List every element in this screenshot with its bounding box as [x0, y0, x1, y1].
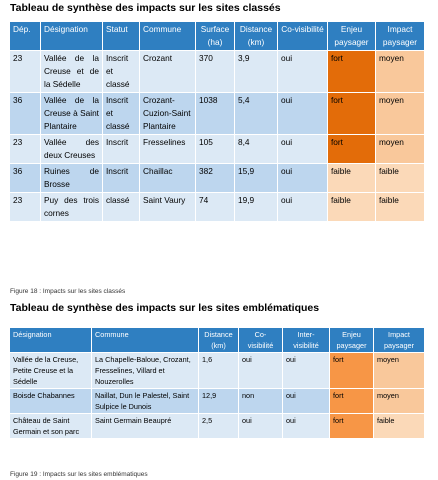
cell-distance: 15,9 [235, 164, 278, 193]
cell-enjeu: fort [330, 389, 374, 414]
sites-classes-table [9, 21, 425, 222]
header-statut: Statut [103, 22, 140, 51]
cell-dep: 36 [10, 93, 41, 135]
cell-designation: Vallée de la Creuse à Saint Plantaire [41, 93, 103, 135]
cell-enjeu: fort [330, 353, 374, 389]
cell-impact: moyen [376, 51, 425, 93]
cell-impact: moyen [374, 389, 425, 414]
cell-designation: Vallée des deux Creuses [41, 135, 103, 164]
table-row [10, 353, 425, 389]
cell-impact: moyen [376, 93, 425, 135]
cell-statut: Inscrit [103, 164, 140, 193]
table-row [10, 164, 425, 193]
cell-designation: Ruines de Brosse [41, 164, 103, 193]
cell-dep: 36 [10, 164, 41, 193]
cell-covisibilite: oui [278, 93, 328, 135]
cell-enjeu: faible [328, 164, 376, 193]
cell-distance: 5,4 [235, 93, 278, 135]
header-enjeu: Enjeu paysager [330, 328, 374, 353]
table-header-row [10, 22, 425, 51]
header-impact: Impact paysager [376, 22, 425, 51]
cell-dep: 23 [10, 51, 41, 93]
cell-designation: Boisde Chabannes [10, 389, 92, 414]
table-row [10, 93, 425, 135]
cell-enjeu: fort [328, 135, 376, 164]
header-enjeu: Enjeu paysager [328, 22, 376, 51]
cell-commune: Crozant-Cuzion-Saint Plantaire [140, 93, 196, 135]
cell-impact: faible [374, 414, 425, 439]
cell-surface: 74 [196, 193, 235, 222]
cell-commune: Saint Germain Beaupré [92, 414, 199, 439]
cell-commune: Chaillac [140, 164, 196, 193]
cell-designation: Puy des trois cornes [41, 193, 103, 222]
header-commune: Commune [140, 22, 196, 51]
cell-surface: 370 [196, 51, 235, 93]
cell-covisibilite: oui [239, 414, 283, 439]
cell-distance: 12,9 [199, 389, 239, 414]
cell-statut: Inscrit et classé [103, 93, 140, 135]
cell-enjeu: fort [328, 51, 376, 93]
header-impact: Impact paysager [374, 328, 425, 353]
cell-designation: Vallée de la Creuse et de la Sédelle [41, 51, 103, 93]
header-surface: Surface (ha) [196, 22, 235, 51]
cell-intervisibilite: oui [283, 414, 330, 439]
cell-distance: 1,6 [199, 353, 239, 389]
cell-distance: 8,4 [235, 135, 278, 164]
cell-distance: 2,5 [199, 414, 239, 439]
cell-impact: faible [376, 193, 425, 222]
table-header-row [10, 328, 425, 353]
cell-dep: 23 [10, 135, 41, 164]
table-row [10, 193, 425, 222]
cell-impact: moyen [374, 353, 425, 389]
table1-title: Tableau de synthèse des impacts sur les sites classés [10, 2, 281, 14]
header-designation: Désignation [41, 22, 103, 51]
cell-surface: 105 [196, 135, 235, 164]
cell-statut: Inscrit et classé [103, 51, 140, 93]
cell-commune: Saint Vaury [140, 193, 196, 222]
cell-commune: Naillat, Dun le Palestel, Saint Sulpice le Dunois [92, 389, 199, 414]
header-covisibilite: Co-visibilité [278, 22, 328, 51]
cell-designation: Château de Saint Germain et son parc [10, 414, 92, 439]
cell-covisibilite: non [239, 389, 283, 414]
cell-statut: classé [103, 193, 140, 222]
cell-commune: Fresselines [140, 135, 196, 164]
table2-title: Tableau de synthèse des impacts sur les sites emblématiques [10, 302, 320, 314]
cell-covisibilite: oui [278, 135, 328, 164]
table-row [10, 414, 425, 439]
cell-intervisibilite: oui [283, 389, 330, 414]
header-commune: Commune [92, 328, 199, 353]
cell-enjeu: fort [330, 414, 374, 439]
cell-impact: moyen [376, 135, 425, 164]
table-row [10, 135, 425, 164]
cell-designation: Vallée de la Creuse, Petite Creuse et la Sédelle [10, 353, 92, 389]
cell-commune: Crozant [140, 51, 196, 93]
cell-covisibilite: oui [278, 51, 328, 93]
cell-commune: La Chapelle-Baloue, Crozant, Fresselines, Villard et Nouzerolles [92, 353, 199, 389]
header-dep: Dép. [10, 22, 41, 51]
figure-19-caption: Figure 19 : Impacts sur les sites emblématiques [10, 471, 148, 478]
cell-covisibilite: oui [239, 353, 283, 389]
header-distance: Distance (km) [199, 328, 239, 353]
table-row [10, 389, 425, 414]
header-intervisibilite: Inter-visibilité [283, 328, 330, 353]
cell-intervisibilite: oui [283, 353, 330, 389]
cell-surface: 1038 [196, 93, 235, 135]
figure-18-caption: Figure 18 : Impacts sur les sites classés [10, 288, 126, 295]
cell-distance: 19,9 [235, 193, 278, 222]
cell-covisibilite: oui [278, 193, 328, 222]
cell-distance: 3,9 [235, 51, 278, 93]
header-distance: Distance (km) [235, 22, 278, 51]
table-row [10, 51, 425, 93]
cell-covisibilite: oui [278, 164, 328, 193]
cell-statut: Inscrit [103, 135, 140, 164]
cell-dep: 23 [10, 193, 41, 222]
cell-enjeu: fort [328, 93, 376, 135]
header-designation: Désignation [10, 328, 92, 353]
cell-impact: faible [376, 164, 425, 193]
cell-surface: 382 [196, 164, 235, 193]
cell-enjeu: faible [328, 193, 376, 222]
header-covisibilite: Co-visibilité [239, 328, 283, 353]
sites-emblematiques-table [9, 327, 425, 439]
